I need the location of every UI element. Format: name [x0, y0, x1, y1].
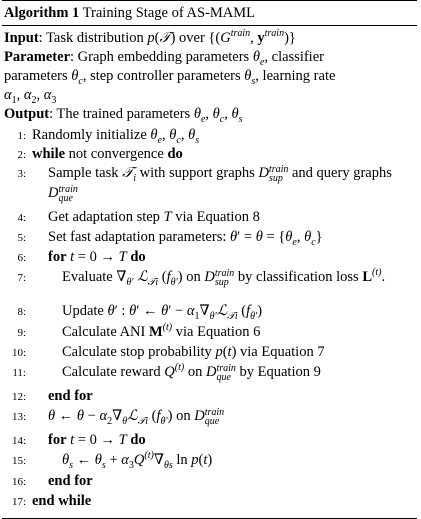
- line-text: Get adaptation step T via Equation 8: [48, 209, 260, 225]
- line-text: Update θ′ : θ′ ← $\theta' - \alpha_1\nabla_{\theta'}ℒ_{𝒯i}$ $(f_{\theta'})$: [62, 303, 263, 322]
- line-number: 16:: [11, 476, 26, 488]
- line-text: end for: [48, 388, 93, 404]
- line-number: 1:: [17, 130, 26, 142]
- line-text: for t = 0 → T do: [48, 249, 146, 265]
- line-text: θ ← $\theta - \alpha_2\nabla_\theta ℒ_{𝒯i}$ $(f_{\theta'})$ on Dtrain que: [48, 407, 225, 427]
- line-text: end for: [48, 473, 93, 489]
- line-number: 12:: [11, 391, 26, 403]
- line-number: 11:: [12, 367, 26, 379]
- parameter-block: [2, 48, 417, 105]
- output-label: Output: [4, 106, 50, 122]
- line-number: 7:: [17, 272, 26, 284]
- caption-label: Algorithm 1: [4, 5, 80, 21]
- line-number: 15:: [11, 455, 26, 467]
- parameter-line3: $\alpha_1$, $\alpha_2$, $\alpha_3$: [4, 87, 57, 106]
- line-text: Calculate stop probability p(t) via Equation 7: [62, 344, 325, 360]
- caption-title: Training Stage of AS-MAML: [82, 5, 255, 21]
- output-block: [2, 105, 417, 124]
- algorithm-body: [2, 126, 417, 509]
- input-block: [2, 29, 417, 48]
- line-number: 8:: [17, 306, 26, 318]
- line-text: for t = 0 → T do: [48, 432, 146, 448]
- line-number: 4:: [17, 212, 26, 224]
- line-number: 5:: [17, 232, 26, 244]
- line-number: 13:: [11, 411, 26, 423]
- output-text: : The trained parameters $\theta_e$, $\theta_c$, $\theta_s$: [49, 106, 243, 125]
- line-text: Set fast adaptation parameters: $\theta' = \theta = \{\theta_e$, $\theta_c$}: [48, 229, 323, 248]
- line-number: 17:: [11, 496, 26, 508]
- line-number: 9:: [17, 327, 26, 339]
- parameter-line1: : Graph embedding parameters $\theta_e$, classifier: [70, 49, 324, 68]
- line-number: 10:: [11, 347, 26, 359]
- line-text: Calculate ANI $M^{(t)}$ via Equation 6: [62, 322, 261, 340]
- algorithm-box: [2, 0, 417, 519]
- line-number: 6:: [17, 252, 26, 264]
- line-number: 3:: [17, 168, 26, 180]
- line-number: 14:: [11, 435, 26, 447]
- line-text: Sample task 𝒯$_i$ with support graphs Dtrain sup and query graphs: [48, 164, 392, 184]
- line-text: Randomly initialize $\theta_e$, $\theta_c$, $\theta_s$: [32, 127, 200, 146]
- input-text: : Task distribution p(𝒯) over {($G^{train}$, $y^{train}$)}: [38, 28, 296, 46]
- line-number: 2:: [17, 149, 26, 161]
- line-text: while not convergence do: [32, 146, 183, 162]
- parameter-label: Parameter: [4, 49, 71, 65]
- line-text: end while: [32, 493, 92, 509]
- input-label: Input: [4, 30, 39, 46]
- line-text: Calculate reward $Q^{(t)}$ on Dtrain que by Equation 9: [62, 362, 321, 383]
- line-text: Evaluate $\nabla_{\theta'}$ ℒ$_{𝒯i}$ $(f_{\theta'})$ on Dtrain sup by classification loss $L^{(t)}$.: [62, 267, 386, 288]
- algorithm-caption: [2, 1, 417, 26]
- line-text: Dtrain que: [48, 184, 78, 204]
- parameter-line2: parameters $\theta_c$, step controller parameters $\theta_s$, learning rate: [4, 68, 336, 87]
- line-text: $\theta_s$ ← $\theta_s + \alpha_3Q^{(t)}\nabla_{\theta s}$ ln p(t): [62, 450, 213, 471]
